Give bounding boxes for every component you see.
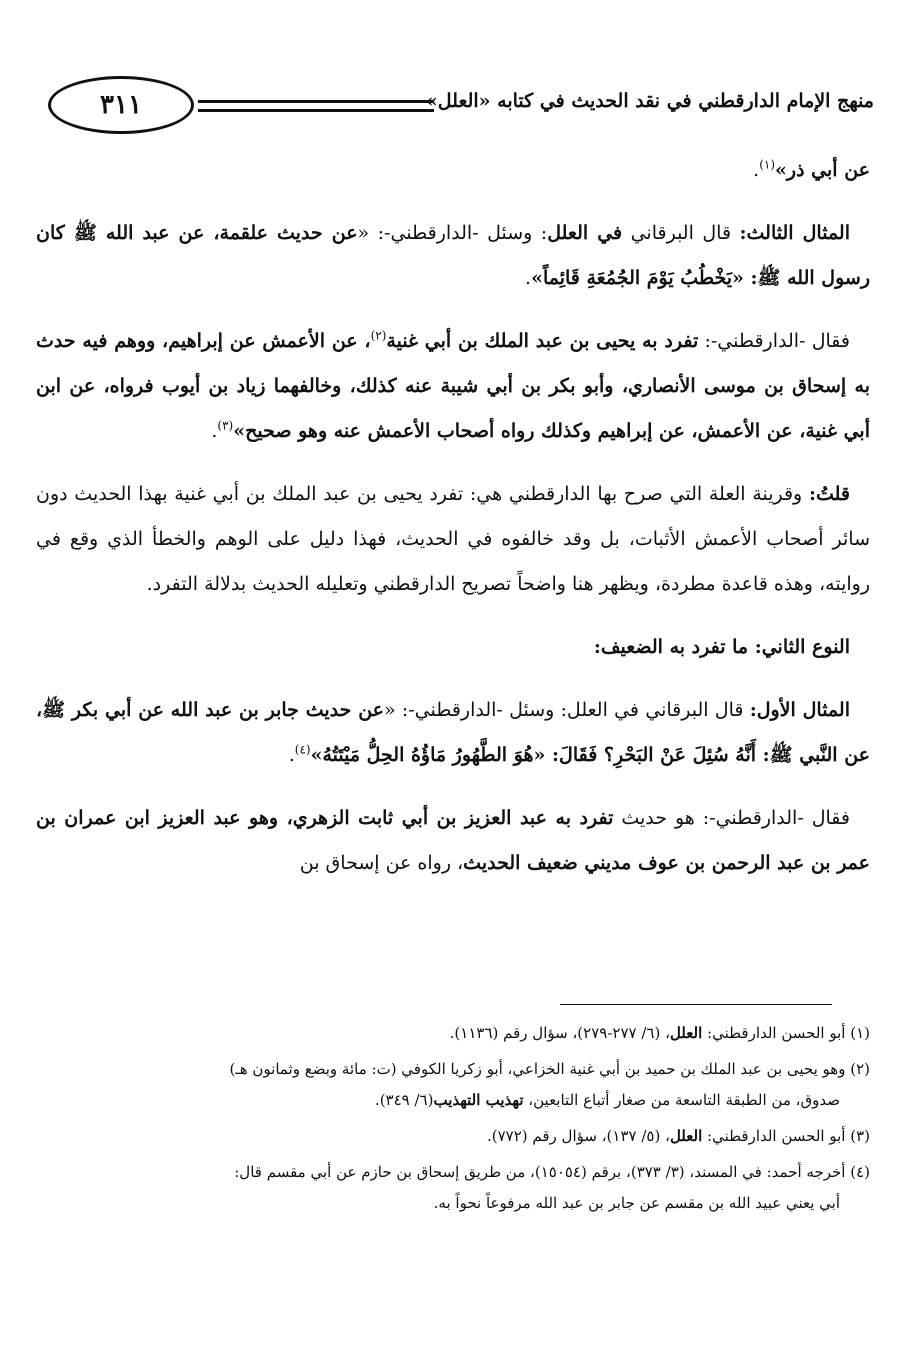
footnote-book: العلل [669, 1127, 703, 1145]
paragraph-answer [36, 319, 870, 454]
paragraph-answer-2 [36, 796, 870, 886]
footnote-text: (١) أبو الحسن الدارقطني: [702, 1024, 870, 1042]
footnote-ref-4[interactable]: (٤) [294, 742, 311, 757]
example-label: المثال الثالث: [739, 222, 851, 244]
period: . [525, 267, 532, 289]
footnote-separator [560, 1004, 832, 1005]
footnote-text: صدوق، من الطبقة التاسعة من صغار أتباع التابعين، [523, 1091, 840, 1109]
footnote-text: (٤) أخرجه أحمد: في المسند، (٣/ ٣٧٣)، برقم (١٥٠٥٤)، من طريق إسحاق بن حازم عن أبي مقسم قال: [234, 1163, 870, 1181]
paragraph-example-3 [36, 211, 870, 301]
footnote-book: العلل [669, 1024, 703, 1042]
footnote-ref-1[interactable]: (١) [759, 157, 776, 172]
text: قال البرقاني [622, 222, 740, 244]
footnote-continuation [32, 1188, 870, 1219]
page-header [48, 72, 874, 140]
text: وقرينة العلة التي صرح بها الدارقطني هي: تفرد يحيى بن عبد الملك بن أبي غنية بهذا الحديث دون سائر أصحاب الأعمش الأثبات، بل وقد خالفوه في الحديث، فهذا دليل على الوهم والخطأ الذي وقع في روايته، وهذه قاعدة مطردة، ويظهر هنا واضحاً تصريح الدارقطني وتعليله الحديث بدلالة التفرد. [36, 483, 870, 595]
book-name: في العلل [547, 222, 623, 244]
header-double-rule [198, 100, 434, 112]
text: قال البرقاني في العلل: وسئل -الدارقطني-: « [384, 699, 750, 721]
footnote-text: (٦/ ٣٤٩). [374, 1091, 434, 1109]
hadith-text: «يَخْطُبُ يَوْمَ الجُمُعَةِ قَائِماً» [531, 267, 744, 289]
text: فقال -الدارقطني-: [698, 330, 850, 352]
footnote-ref-2[interactable]: (٢) [370, 328, 387, 343]
main-text [36, 148, 870, 904]
footnote-ref-3[interactable]: (٣) [217, 418, 234, 433]
footnote-text: ، (٥/ ١٣٧)، سؤال رقم (٧٧٢). [486, 1127, 670, 1145]
running-title: منهج الإمام الدارقطني في نقد الحديث في كتابه «العلل» [425, 90, 874, 112]
page-number: ٣١١ [48, 76, 194, 134]
period: . [753, 159, 760, 181]
heading-text: النوع الثاني: ما تفرد به الضعيف: [593, 636, 850, 658]
footnote-1 [32, 1018, 870, 1049]
period: . [288, 744, 295, 766]
text: ، رواه عن إسحاق بن [299, 852, 464, 874]
footnote-text: ، (٦/ ٢٧٧-٢٧٩)، سؤال رقم (١١٣٦). [449, 1024, 670, 1042]
paragraph-example-1 [36, 688, 870, 778]
footnotes [32, 1018, 870, 1224]
continued-quote: عن أبي ذر» [775, 159, 870, 181]
footnote-text: (٢) وهو يحيى بن عبد الملك بن حميد بن أبي غنية الخزاعي، أبو زكريا الكوفي (ت: مائة وبضع وثمانون هـ) [229, 1060, 870, 1078]
answer-bold: ، عن الأعمش عن إبراهيم، ووهم فيه حدث به إسحاق بن موسى الأنصاري، وأبو بكر بن أبي شيبة عنه كذلك، وخالفهما زياد بن أيوب فرواه، عن ابن أبي غنية، عن الأعمش، عن إبراهيم وكذلك رواه أصحاب الأعمش عنه وهو صحيح» [36, 330, 870, 442]
answer-bold: تفرد به يحيى بن عبد الملك بن أبي غنية [386, 330, 699, 352]
paragraph-comment [36, 472, 870, 607]
comment-label: قلتُ: [808, 483, 850, 505]
answer-bold: تفرد به عبد العزيز بن أبي ثابت الزهري، وهو عبد العزيز ابن عمران بن عمر بن عبد الرحمن بن عوف مديني ضعيف الحديث [36, 807, 870, 874]
footnote-book: تهذيب التهذيب [433, 1091, 524, 1109]
period: . [211, 420, 218, 442]
hadith-text: عن حديث جابر بن عبد الله عن أبي بكر ﷺ، عن النَّبي ﷺ: أَنَّهُ سُئِلَ عَنْ البَحْرِ؟ فَقَالَ: «هُوَ الطَّهُورُ مَاؤُهُ الحِلُّ مَيْتَتُهُ» [36, 699, 870, 766]
text: فقال -الدارقطني-: هو حديث [613, 807, 850, 829]
footnote-2 [32, 1054, 870, 1116]
quoted-question: عن حديث علقمة، عن عبد الله ﷺ كان رسول الله ﷺ: [36, 222, 870, 289]
footnote-text: (٣) أبو الحسن الدارقطني: [702, 1127, 870, 1145]
footnote-4 [32, 1157, 870, 1219]
footnote-text: أبي يعني عبيد الله بن مقسم عن جابر بن عبد الله مرفوعاً نحواً به. [433, 1194, 840, 1212]
footnote-continuation [32, 1085, 870, 1116]
example-label: المثال الأول: [749, 699, 850, 721]
section-heading [36, 625, 870, 670]
text: : وسئل -الدارقطني-: « [357, 222, 548, 244]
footnote-3 [32, 1121, 870, 1152]
paragraph-0 [36, 148, 870, 193]
